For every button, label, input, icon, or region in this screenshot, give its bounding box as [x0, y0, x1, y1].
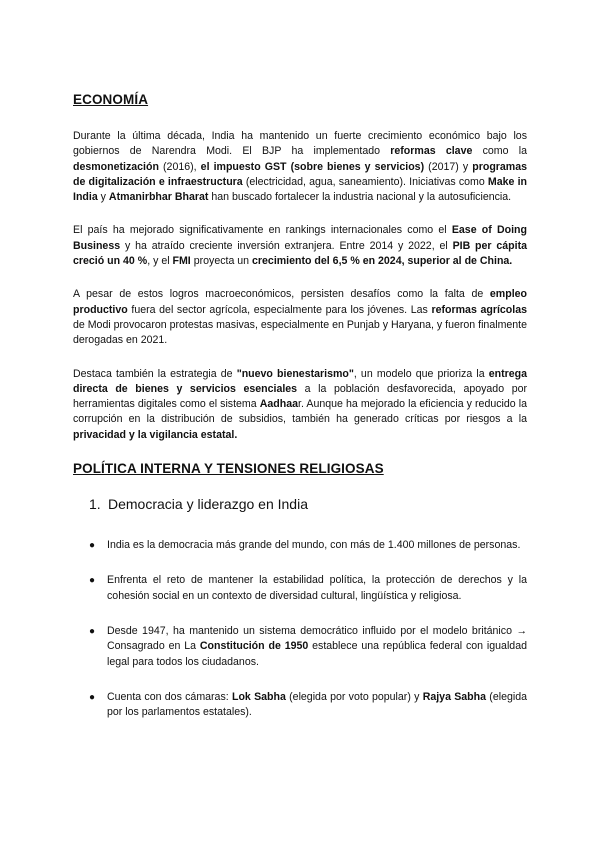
paragraph-economia-1 — [73, 129, 527, 205]
list-item — [73, 573, 527, 604]
text-run: (elegida por voto popular) y — [285, 690, 423, 703]
text-run: Destaca también la estrategia de — [73, 367, 237, 380]
document-page — [73, 92, 527, 740]
bullet-icon: ● — [89, 691, 96, 703]
bold-text: Lok Sabha — [231, 690, 286, 703]
bold-text: programas de digitalización e infraestructura — [73, 160, 528, 188]
bold-text: Atmanirbhar Bharat — [108, 191, 209, 204]
bold-text: PIB per cápita creció un 40 % — [73, 239, 527, 268]
bold-text: crecimiento del 6,5 % en 2024, superior al de China. — [252, 255, 513, 268]
section-heading-economia: ECONOMÍA — [73, 92, 149, 107]
list-item — [73, 538, 527, 553]
bullet-icon: ● — [89, 575, 96, 587]
bold-text: reformas agrícolas — [431, 303, 527, 316]
text-run: r. Aunque ha mejorado la eficiencia y reducido la corrupción en la distribución de subsidios, también ha generado críticas por riesgos a la — [73, 398, 527, 426]
bullet-icon: ● — [89, 540, 96, 552]
paragraph-economia-2 — [73, 223, 527, 269]
text-run: de Modi provocaron protestas masivas, especialmente en Punjab y Haryana, y fueron finalmente derogadas en 2021. — [73, 318, 528, 347]
list-item-text — [107, 625, 527, 668]
text-run: Cuenta con dos cámaras: — [107, 690, 232, 703]
paragraph-economia-4 — [73, 367, 527, 443]
subheading-text: Democracia y liderazgo en India — [108, 496, 308, 513]
bold-text: Make in India — [73, 175, 528, 204]
bold-text: entrega directa de bienes y servicios esenciales — [73, 367, 527, 395]
text-run: (2017) y — [424, 160, 473, 173]
subheading-number: 1. — [89, 496, 101, 513]
text-run: han buscado fortalecer la industria nacional y la autosuficiencia. — [208, 191, 512, 204]
text-run: Desde 1947, ha mantenido un sistema democrático influido por el modelo británico → Consagrado en La — [107, 624, 527, 653]
text-run: establece una república federal con igualdad legal para todos los ciudadanos. — [107, 640, 527, 668]
bullet-list — [73, 538, 527, 720]
list-item-text — [107, 691, 527, 718]
list-item-text — [107, 574, 527, 601]
text-run: proyecta un — [190, 255, 253, 268]
text-run: India es la democracia más grande del mundo, con más de 1.400 millones de personas. — [107, 539, 521, 552]
text-run: a la población desfavorecida, apoyado por herramientas digitales como el sistema — [73, 382, 528, 411]
text-run: , un modelo que prioriza la — [353, 367, 489, 380]
bold-text: privacidad y la vigilancia estatal. — [73, 428, 238, 441]
text-run: fuera del sector agrícola, especialmente para los jóvenes. Las — [127, 303, 432, 316]
text-run: A pesar de estos logros macroeconómicos, persisten desafíos como la falta de — [73, 288, 490, 301]
bold-text: Aadhaa — [259, 398, 299, 411]
bullet-icon: ● — [89, 625, 96, 637]
text-run: como la — [472, 145, 527, 158]
list-item-text — [107, 539, 520, 551]
text-run: Durante la última década, India ha mantenido un fuerte crecimiento económico bajo los gobiernos de Narendra Modi. El BJP ha implementado — [73, 130, 527, 158]
text-run: (elegida por los parlamentos estatales). — [107, 690, 527, 719]
bold-text: Constitución de 1950 — [199, 640, 309, 653]
text-run: Enfrenta el reto de mantener la estabilidad política, la protección de derechos y la cohesión social en un contexto de diversidad cultural, lingüística y religiosa. — [107, 574, 527, 602]
paragraph-economia-3 — [73, 287, 527, 348]
bold-text: reformas clave — [390, 145, 473, 158]
bold-text: el impuesto GST (sobre bienes y servicios) — [200, 160, 425, 173]
bold-text: "nuevo bienestarismo" — [236, 367, 354, 380]
bold-text: Ease of Doing Business — [73, 224, 527, 252]
text-run: y ha atraído creciente inversión extranjera. Entre 2014 y 2022, el — [120, 239, 453, 252]
section-heading-politica: POLÍTICA INTERNA Y TENSIONES RELIGIOSAS — [73, 461, 384, 477]
bold-text: FMI — [172, 255, 191, 268]
subheading-democracia — [89, 496, 527, 512]
bold-text: desmonetización — [73, 160, 159, 173]
text-run: (electricidad, agua, saneamiento). Iniciativas como — [242, 175, 488, 188]
list-item — [73, 624, 527, 670]
text-run: (2016), — [158, 160, 201, 173]
text-run: , y el — [147, 255, 173, 268]
bold-text: Rajya Sabha — [422, 690, 487, 703]
text-run: El país ha mejorado significativamente en rankings internacionales como el — [73, 224, 452, 237]
bold-text: empleo productivo — [73, 288, 527, 316]
text-run: y — [97, 191, 109, 204]
list-item — [73, 690, 527, 721]
